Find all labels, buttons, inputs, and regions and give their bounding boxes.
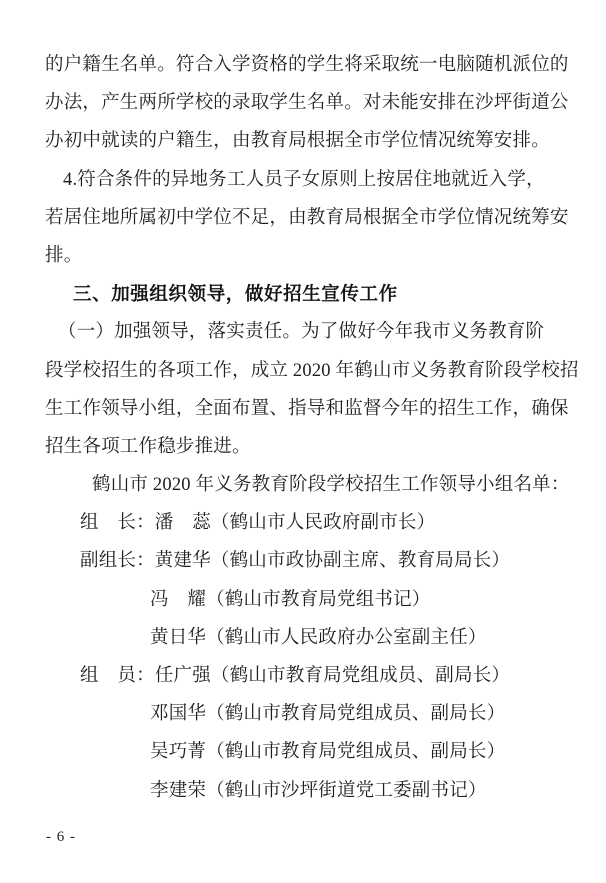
paragraph-line: 生工作领导小组，全面布置、指导和监督今年的招生工作，确保: [45, 398, 569, 419]
roster-line-deputy: 冯 耀（鹤山市教育局党组书记）: [150, 589, 431, 610]
paragraph-line: 招生各项工作稳步推进。: [45, 436, 251, 457]
paragraph-line: 的户籍生名单。符合入学资格的学生将采取统一电脑随机派位的: [45, 55, 569, 75]
paragraph-line: （一）加强领导，落实责任。为了做好今年我市义务教育阶: [58, 322, 545, 343]
roster-line-member: 组 员：任广强（鹤山市教育局党组成员、副局长）: [80, 666, 511, 686]
roster-line-member: 邓国华（鹤山市教育局党组成员、副局长）: [150, 704, 506, 725]
section-heading-3: 三、加强组织领导，做好招生宣传工作: [73, 283, 398, 305]
paragraph-line: 排。: [45, 245, 83, 266]
paragraph-line: 若居住地所属初中学位不足，由教育局根据全市学位情况统筹安: [45, 207, 569, 228]
paragraph-line: 办法，产生两所学校的录取学生名单。对未能安排在沙坪街道公: [45, 93, 569, 114]
roster-line-member: 李建荣（鹤山市沙坪街道党工委副书记）: [150, 780, 487, 801]
roster-title-line: 鹤山市 2020 年义务教育阶段学校招生工作领导小组名单：: [92, 475, 570, 496]
paragraph-line: 段学校招生的各项工作，成立 2020 年鹤山市义务教育阶段学校招: [45, 360, 579, 381]
paragraph-item-4-line: 4.符合条件的异地务工人员子女原则上按居住地就近入学，: [63, 169, 545, 190]
page-number: - 6 -: [46, 829, 76, 845]
document-body: [45, 46, 579, 810]
paragraph-line: 办初中就读的户籍生，由教育局根据全市学位情况统筹安排。: [45, 131, 550, 152]
roster-line-deputy: 黄日华（鹤山市人民政府办公室副主任）: [150, 627, 487, 648]
roster-line-member: 吴巧菁（鹤山市教育局党组成员、副局长）: [150, 742, 506, 763]
roster-line-leader: 组 长：潘 蕊（鹤山市人民政府副市长）: [80, 513, 436, 534]
roster-line-deputy: 副组长：黄建华（鹤山市政协副主席、教育局局长）: [80, 551, 511, 572]
